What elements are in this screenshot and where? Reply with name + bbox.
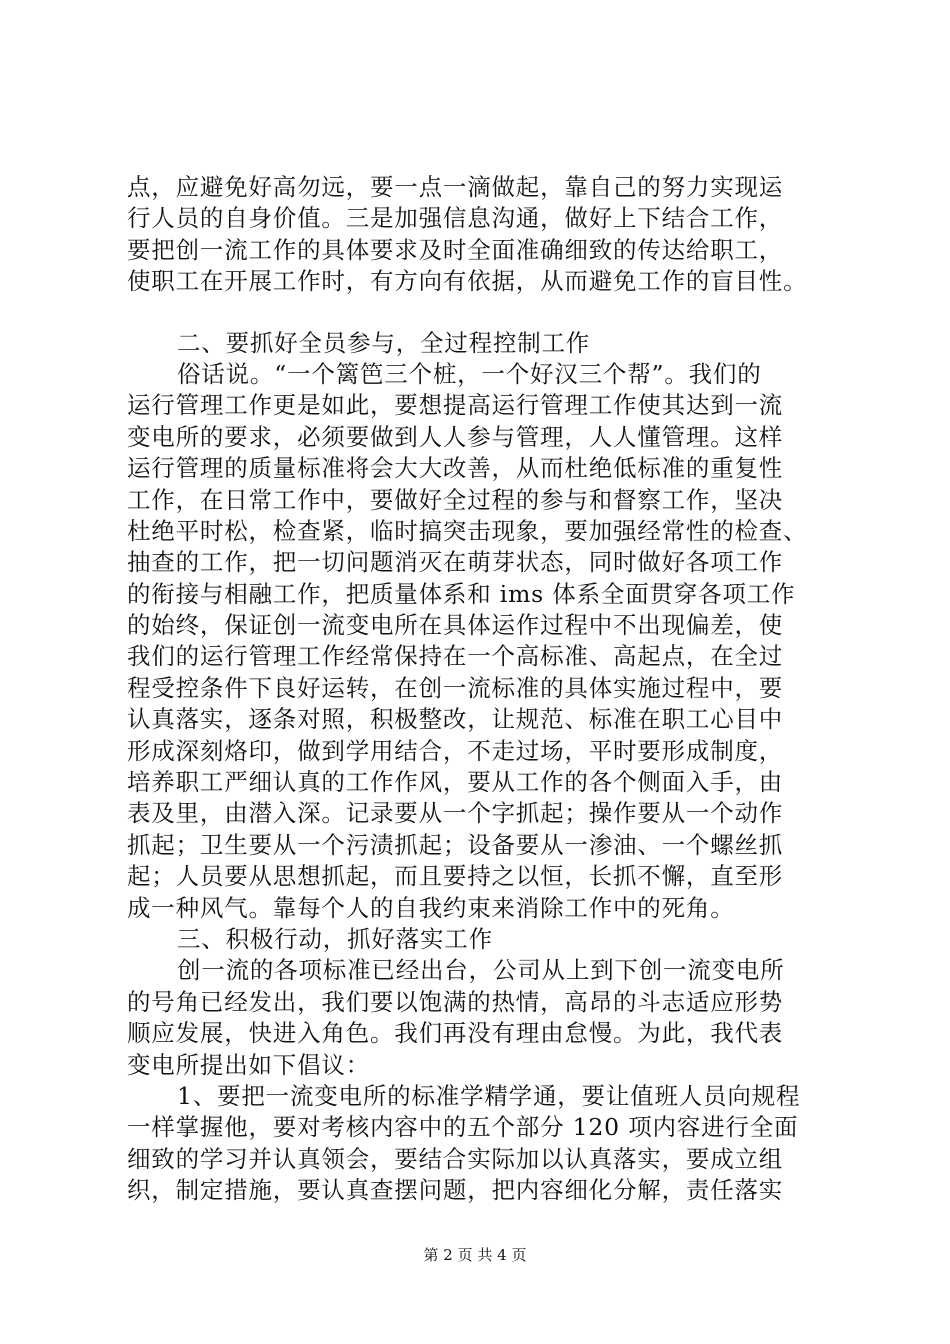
text-line: 织，制定措施，要认真查摆问题，把内容细化分解，责任落实 [127, 1176, 784, 1205]
text-line: 1、要把一流变电所的标准学精学通，要让值班人员向规程 [177, 1081, 801, 1110]
text-line: 培养职工严细认真的工作作风，要从工作的各个侧面入手，由 [127, 768, 784, 797]
text-line: 的衔接与相融工作，把质量体系和 ims 体系全面贯穿各项工作 [127, 579, 796, 608]
section-heading-2: 二、要抓好全员参与，全过程控制工作 [177, 328, 591, 357]
text-line: 的始终，保证创一流变电所在具体运作过程中不出现偏差，使 [127, 611, 784, 640]
text-line: 工作，在日常工作中，要做好全过程的参与和督察工作，坚决 [127, 485, 784, 514]
section-heading-3: 三、积极行动，抓好落实工作 [177, 924, 493, 953]
text-line: 程受控条件下良好运转，在创一流标准的具体实施过程中，要 [127, 673, 784, 702]
text-line: 运行管理的质量标准将会大大改善，从而杜绝低标准的重复性 [127, 454, 784, 483]
text-line: 的号角已经发出，我们要以饱满的热情，高昂的斗志适应形势 [127, 987, 784, 1016]
text-line: 使职工在开展工作时，有方向有依据，从而避免工作的盲目性。 [127, 267, 808, 296]
text-line: 认真落实，逐条对照，积极整改，让规范、标准在职工心目中 [127, 705, 784, 734]
text-line: 俗话说。“一个篱笆三个桩，一个好汉三个帮”。我们的 [177, 359, 762, 388]
text-line: 我们的运行管理工作经常保持在一个高标准、高起点，在全过 [127, 642, 784, 671]
text-line: 抓起；卫生要从一个污渍抓起；设备要从一渗油、一个螺丝抓 [127, 830, 784, 859]
document-body [127, 172, 827, 1207]
text-line: 顺应发展，快进入角色。我们再没有理由怠慢。为此，我代表 [127, 1019, 784, 1048]
text-line: 细致的学习并认真领会，要结合实际加以认真落实，要成立组 [127, 1144, 784, 1173]
text-line: 运行管理工作更是如此，要想提高运行管理工作使其达到一流 [127, 391, 784, 420]
page-footer [0, 1244, 950, 1265]
text-line: 变电所的要求，必须要做到人人参与管理，人人懂管理。这样 [127, 422, 784, 451]
text-line: 要把创一流工作的具体要求及时全面准确细致的传达给职工， [127, 235, 784, 264]
text-line: 点，应避免好高勿远，要一点一滴做起，靠自己的努力实现运 [127, 173, 784, 201]
text-line: 成一种风气。靠每个人的自我约束来消除工作中的死角。 [127, 893, 735, 922]
text-line: 形成深刻烙印，做到学用结合，不走过场，平时要形成制度， [127, 736, 784, 765]
text-line: 起；人员要从思想抓起，而且要持之以恒，长抓不懈，直至形 [127, 862, 784, 891]
text-line: 变电所提出如下倡议： [127, 1050, 370, 1079]
text-line: 表及里，由潜入深。记录要从一个字抓起；操作要从一个动作 [127, 799, 784, 828]
paragraph-gap [127, 298, 827, 328]
page-number-label: 第 2 页 共 4 页 [423, 1246, 527, 1264]
text-line: 行人员的自身价值。三是加强信息沟通，做好上下结合工作， [127, 204, 784, 233]
text-line: 抽查的工作，把一切问题消灭在萌芽状态，同时做好各项工作 [127, 548, 784, 577]
text-line: 一样掌握他，要对考核内容中的五个部分 120 项内容进行全面 [127, 1113, 799, 1142]
text-line: 创一流的各项标准已经出台，公司从上到下创一流变电所 [177, 956, 785, 985]
text-line: 杜绝平时松，检查紧，临时搞突击现象，要加强经常性的检查、 [127, 516, 808, 545]
